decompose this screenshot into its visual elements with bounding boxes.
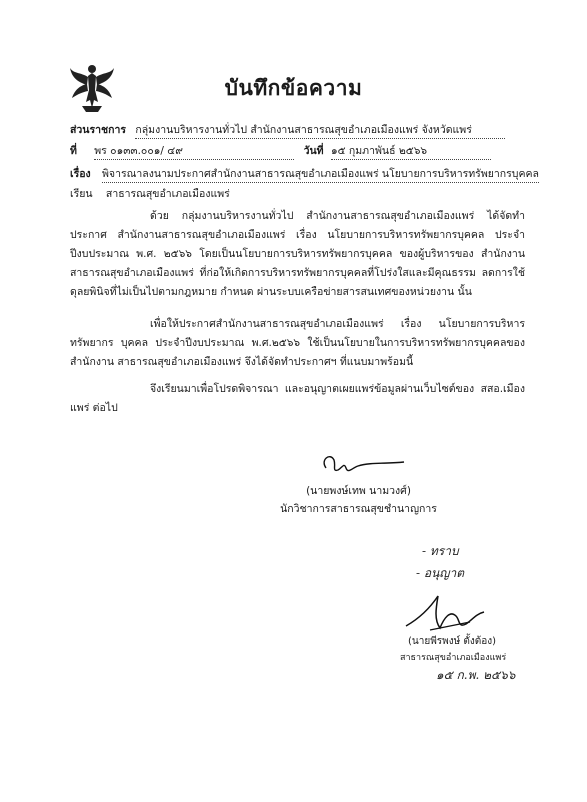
to-label: เรียน — [70, 188, 93, 200]
signature-image — [318, 450, 408, 480]
recipient-row — [70, 185, 230, 202]
ref-value: พร ๐๑๓๓.๐๐๑/ ๔๙ — [94, 145, 183, 157]
approval-date: ๑๕ ก.พ. ๒๕๖๖ — [436, 668, 516, 682]
reference-row — [70, 142, 491, 160]
signer-position: นักวิชาการสาธารณสุขชำนาญการ — [280, 503, 437, 515]
body-paragraph-1: ด้วย กลุ่มงานบริหารงานทั่วไป สำนักงานสาธารณสุขอำเภอเมืองแพร่ ได้จัดทำประกาศ สำนักงานสาธารณสุขอำเภอเมืองแพร่ เรื่อง นโยบายการบริหารทรัพยากรบุคคล ประจำปีงบประมาณ พ.ศ. ๒๕๖๖ โดยเป็นนโยบายการบริหารทรัพยากรบุคคล ของผู้บริหารของ สำนักงานสาธารณสุขอำเภอเมืองแพร่ ที่ก่อให้เกิดการบริหารทรัพยากรบุคคลที่โปร่งใสและมีคุณธรรม ลดการใช้ดุลยพินิจที่ไม่เป็นไปตามกฎหมาย กำหนด ผ่านระบบเครือข่ายสารสนเทศของหน่วยงาน นั้น — [70, 210, 525, 298]
approval-note-2: - อนุญาต — [416, 566, 465, 580]
subject-row — [70, 165, 539, 183]
to-value: สาธารณสุขอำเภอเมืองแพร่ — [105, 188, 230, 200]
body-paragraph-3: จึงเรียนมาเพื่อโปรดพิจารณา และอนุญาตเผยแพร่ข้อมูลผ่านเว็บไซต์ของ สสอ.เมืองแพร่ ต่อไป — [70, 383, 525, 414]
agency-value: กลุ่มงานบริหารงานทั่วไป สำนักงานสาธารณสุขอำเภอเมืองแพร่ จังหวัดแพร่ — [135, 124, 472, 136]
body-paragraph-2: เพื่อให้ประกาศสำนักงานสาธารณสุขอำเภอเมืองแพร่ เรื่อง นโยบายการบริหารทรัพยากร บุคคล ประจำปีงบประมาณ พ.ศ.๒๕๖๖ ใช้เป็นนโยบายในการบริหารทรัพยากรบุคคลของ สำนักงาน สาธารณสุขอำเภอเมืองแพร่ จึงได้จัดทำประกาศฯ ที่แนบมาพร้อมนี้ — [70, 318, 525, 368]
approver-name: (นายพีรพงษ์ ตั้งต้อง) — [408, 636, 497, 647]
subject-label: เรื่อง — [70, 168, 91, 180]
approval-note-1: - ทราบ — [422, 544, 459, 558]
agency-label: ส่วนราชการ — [70, 124, 127, 136]
date-label: วันที่ — [303, 145, 324, 157]
approver-position: สาธารณสุขอำเภอเมืองแพร่ — [400, 653, 507, 663]
ref-label: ที่ — [70, 145, 77, 157]
signer-name: (นายพงษ์เทพ นามวงศ์) — [306, 485, 411, 497]
subject-value: พิจารณาลงนามประกาศสำนักงานสาธารณสุขอำเภอเมืองแพร่ นโยบายการบริหารทรัพยากรบุคคล — [102, 168, 539, 180]
memo-title: บันทึกข้อความ — [224, 76, 363, 100]
date-value: ๑๕ กุมภาพันธ์ ๒๕๖๖ — [330, 145, 428, 157]
agency-row — [70, 121, 505, 139]
approver-signature-image — [400, 588, 490, 636]
